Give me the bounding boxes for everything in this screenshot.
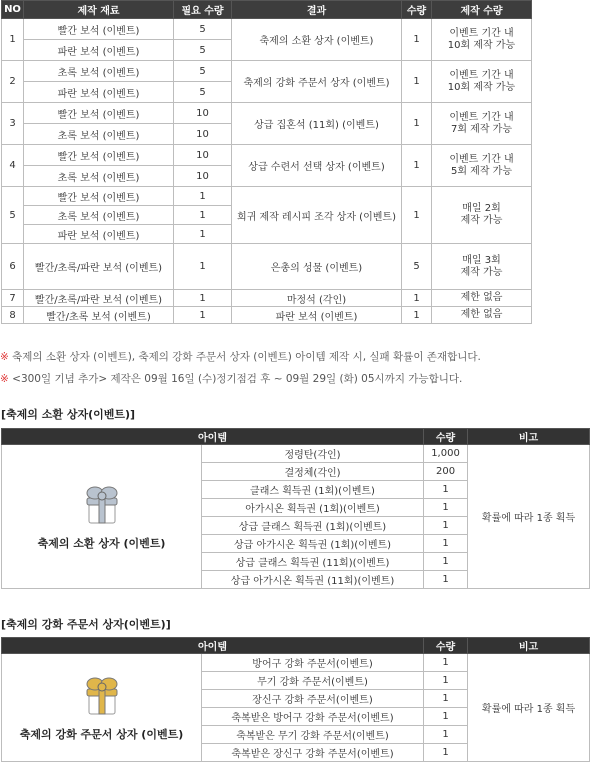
reward-item-qty: 1 bbox=[424, 499, 468, 517]
craft-limit bbox=[432, 290, 532, 307]
row-number: 1 bbox=[2, 19, 24, 61]
material-name: 빨간/초록/파란 보석 (이벤트) bbox=[24, 244, 174, 290]
material-name: 초록 보석 (이벤트) bbox=[24, 206, 174, 225]
result-item: 상급 수련서 선택 상자 (이벤트) bbox=[232, 145, 402, 187]
failure-rate-note: ※ 축제의 소환 상자 (이벤트), 축제의 강화 주문서 상자 (이벤트) 아이템 제작 시, 실패 확률이 존재합니다. bbox=[0, 351, 481, 363]
craft-limit bbox=[432, 307, 532, 324]
reward-item-name: 축복받은 방어구 강화 주문서(이벤트) bbox=[202, 708, 424, 726]
summon-box-table bbox=[1, 428, 590, 589]
material-name: 빨간 보석 (이벤트) bbox=[24, 19, 174, 40]
reward-row bbox=[2, 445, 590, 463]
box-name-cell bbox=[2, 445, 202, 589]
material-required-qty: 1 bbox=[174, 206, 232, 225]
result-qty: 5 bbox=[402, 244, 432, 290]
summon-box-name: 축제의 소환 상자 (이벤트) bbox=[37, 536, 166, 550]
col-header-item: 아이템 bbox=[2, 429, 424, 445]
material-name: 빨간 보석 (이벤트) bbox=[24, 187, 174, 206]
crafting-row bbox=[2, 145, 532, 166]
reward-item-qty: 1 bbox=[424, 708, 468, 726]
material-name: 초록 보석 (이벤트) bbox=[24, 166, 174, 187]
crafting-row bbox=[2, 244, 532, 290]
craft-limit bbox=[432, 19, 532, 61]
row-number: 2 bbox=[2, 61, 24, 103]
col-header-qty: 수량 bbox=[402, 1, 432, 19]
box-name-cell bbox=[2, 654, 202, 762]
enchant-box-table bbox=[1, 637, 590, 762]
enchant-box-section-title: [축제의 강화 주문서 상자(이벤트)] bbox=[1, 618, 171, 631]
material-required-qty: 10 bbox=[174, 103, 232, 124]
material-required-qty: 1 bbox=[174, 290, 232, 307]
reward-item-name: 방어구 강화 주문서(이벤트) bbox=[202, 654, 424, 672]
result-item: 축제의 소환 상자 (이벤트) bbox=[232, 19, 402, 61]
crafting-row bbox=[2, 187, 532, 206]
material-required-qty: 10 bbox=[174, 124, 232, 145]
col-header-qty: 수량 bbox=[424, 638, 468, 654]
reward-item-name: 아가시온 획득권 (1회)(이벤트) bbox=[202, 499, 424, 517]
reward-item-qty: 1 bbox=[424, 654, 468, 672]
craft-limit-line: 제한 없음 bbox=[460, 309, 503, 320]
reward-item-name: 장신구 강화 주문서(이벤트) bbox=[202, 690, 424, 708]
col-header-craft-limit: 제작 수량 bbox=[432, 1, 532, 19]
col-header-remark: 비고 bbox=[468, 429, 590, 445]
reward-item-name: 축복받은 무기 강화 주문서(이벤트) bbox=[202, 726, 424, 744]
col-header-materials: 제작 재료 bbox=[24, 1, 174, 19]
material-required-qty: 1 bbox=[174, 307, 232, 324]
col-header-result: 결과 bbox=[232, 1, 402, 19]
material-required-qty: 1 bbox=[174, 225, 232, 244]
summon-box-section-title: [축제의 소환 상자(이벤트)] bbox=[1, 408, 136, 421]
reward-item-name: 상급 아가시온 획득권 (11회)(이벤트) bbox=[202, 571, 424, 589]
craft-limit-line: 이벤트 기간 내 bbox=[449, 111, 514, 123]
row-number: 7 bbox=[2, 290, 24, 307]
material-name: 빨간 보석 (이벤트) bbox=[24, 103, 174, 124]
row-number: 4 bbox=[2, 145, 24, 187]
material-required-qty: 1 bbox=[174, 244, 232, 290]
crafting-table-header bbox=[2, 1, 532, 19]
result-qty: 1 bbox=[402, 103, 432, 145]
result-item: 마정석 (각인) bbox=[232, 290, 402, 307]
reward-item-qty: 1 bbox=[424, 535, 468, 553]
enchant-box-name: 축제의 강화 주문서 상자 (이벤트) bbox=[19, 727, 184, 741]
reward-item-qty: 1 bbox=[424, 571, 468, 589]
material-name: 빨간/초록 보석 (이벤트) bbox=[24, 307, 174, 324]
material-required-qty: 5 bbox=[174, 61, 232, 82]
period-note: ※ <300일 기념 추가> 제작은 09월 16일 (수)정기점검 후 ~ 09월 29일 (화) 05시까지 가능합니다. bbox=[0, 373, 463, 385]
reward-remark: 확률에 따라 1종 획득 bbox=[468, 445, 590, 589]
craft-limit bbox=[432, 187, 532, 244]
result-qty: 1 bbox=[402, 61, 432, 103]
crafting-table bbox=[1, 0, 532, 324]
material-name: 빨간 보석 (이벤트) bbox=[24, 145, 174, 166]
crafting-row bbox=[2, 103, 532, 124]
material-required-qty: 1 bbox=[174, 187, 232, 206]
result-item: 은총의 성물 (이벤트) bbox=[232, 244, 402, 290]
reward-item-qty: 1 bbox=[424, 672, 468, 690]
crafting-row bbox=[2, 307, 532, 324]
crafting-row bbox=[2, 290, 532, 307]
material-name: 파란 보석 (이벤트) bbox=[24, 82, 174, 103]
craft-limit-line: 10회 제작 가능 bbox=[447, 81, 516, 93]
result-qty: 1 bbox=[402, 290, 432, 307]
craft-limit-line: 이벤트 기간 내 bbox=[449, 69, 514, 81]
reward-item-name: 축복받은 장신구 강화 주문서(이벤트) bbox=[202, 744, 424, 762]
craft-limit bbox=[432, 244, 532, 290]
craft-limit-line: 제작 가능 bbox=[460, 215, 503, 226]
result-item: 파란 보석 (이벤트) bbox=[232, 307, 402, 324]
col-header-no: NO bbox=[2, 1, 24, 19]
row-number: 8 bbox=[2, 307, 24, 324]
material-name: 파란 보석 (이벤트) bbox=[24, 225, 174, 244]
crafting-row bbox=[2, 61, 532, 82]
reward-item-qty: 1 bbox=[424, 744, 468, 762]
craft-limit bbox=[432, 145, 532, 187]
result-qty: 1 bbox=[402, 307, 432, 324]
row-number: 5 bbox=[2, 187, 24, 244]
reward-item-qty: 1,000 bbox=[424, 445, 468, 463]
craft-limit-line: 매일 2회 bbox=[462, 203, 501, 214]
material-required-qty: 10 bbox=[174, 145, 232, 166]
craft-limit-line: 매일 3회 bbox=[462, 254, 501, 266]
reward-item-name: 정령탄(각인) bbox=[202, 445, 424, 463]
material-name: 초록 보석 (이벤트) bbox=[24, 61, 174, 82]
craft-limit-line: 10회 제작 가능 bbox=[447, 39, 516, 51]
material-name: 초록 보석 (이벤트) bbox=[24, 124, 174, 145]
result-item: 희귀 제작 레시피 조각 상자 (이벤트) bbox=[232, 187, 402, 244]
material-required-qty: 5 bbox=[174, 82, 232, 103]
reward-item-qty: 1 bbox=[424, 690, 468, 708]
reward-item-name: 상급 클래스 획득권 (1회)(이벤트) bbox=[202, 517, 424, 535]
reward-item-qty: 1 bbox=[424, 481, 468, 499]
reward-row bbox=[2, 654, 590, 672]
craft-limit-line: 7회 제작 가능 bbox=[450, 123, 513, 135]
row-number: 6 bbox=[2, 244, 24, 290]
reward-item-name: 상급 클래스 획득권 (11회)(이벤트) bbox=[202, 553, 424, 571]
result-item: 상급 집혼석 (11회) (이벤트) bbox=[232, 103, 402, 145]
result-qty: 1 bbox=[402, 19, 432, 61]
craft-limit-line: 제작 가능 bbox=[460, 266, 503, 278]
reward-item-qty: 200 bbox=[424, 463, 468, 481]
gold-gift-box-icon bbox=[2, 674, 201, 718]
reward-item-qty: 1 bbox=[424, 726, 468, 744]
material-name: 빨간/초록/파란 보석 (이벤트) bbox=[24, 290, 174, 307]
craft-limit-line: 5회 제작 가능 bbox=[450, 165, 513, 177]
reward-item-name: 무기 강화 주문서(이벤트) bbox=[202, 672, 424, 690]
crafting-row bbox=[2, 19, 532, 40]
craft-limit bbox=[432, 61, 532, 103]
result-qty: 1 bbox=[402, 145, 432, 187]
craft-limit-line: 이벤트 기간 내 bbox=[449, 27, 514, 39]
craft-limit bbox=[432, 103, 532, 145]
result-qty: 1 bbox=[402, 187, 432, 244]
col-header-qty: 수량 bbox=[424, 429, 468, 445]
reward-item-qty: 1 bbox=[424, 553, 468, 571]
reward-item-name: 상급 아가시온 획득권 (1회)(이벤트) bbox=[202, 535, 424, 553]
craft-limit-line: 이벤트 기간 내 bbox=[449, 153, 514, 165]
reward-item-qty: 1 bbox=[424, 517, 468, 535]
material-name: 파란 보석 (이벤트) bbox=[24, 40, 174, 61]
col-header-item: 아이템 bbox=[2, 638, 424, 654]
col-header-remark: 비고 bbox=[468, 638, 590, 654]
reward-item-name: 결정체(각인) bbox=[202, 463, 424, 481]
material-required-qty: 10 bbox=[174, 166, 232, 187]
reward-item-name: 클래스 획득권 (1회)(이벤트) bbox=[202, 481, 424, 499]
reward-remark: 확률에 따라 1종 획득 bbox=[468, 654, 590, 762]
row-number: 3 bbox=[2, 103, 24, 145]
silver-gift-box-icon bbox=[2, 483, 201, 527]
craft-limit-line: 제한 없음 bbox=[460, 292, 503, 303]
material-required-qty: 5 bbox=[174, 40, 232, 61]
col-header-required-qty: 필요 수량 bbox=[174, 1, 232, 19]
material-required-qty: 5 bbox=[174, 19, 232, 40]
result-item: 축제의 강화 주문서 상자 (이벤트) bbox=[232, 61, 402, 103]
